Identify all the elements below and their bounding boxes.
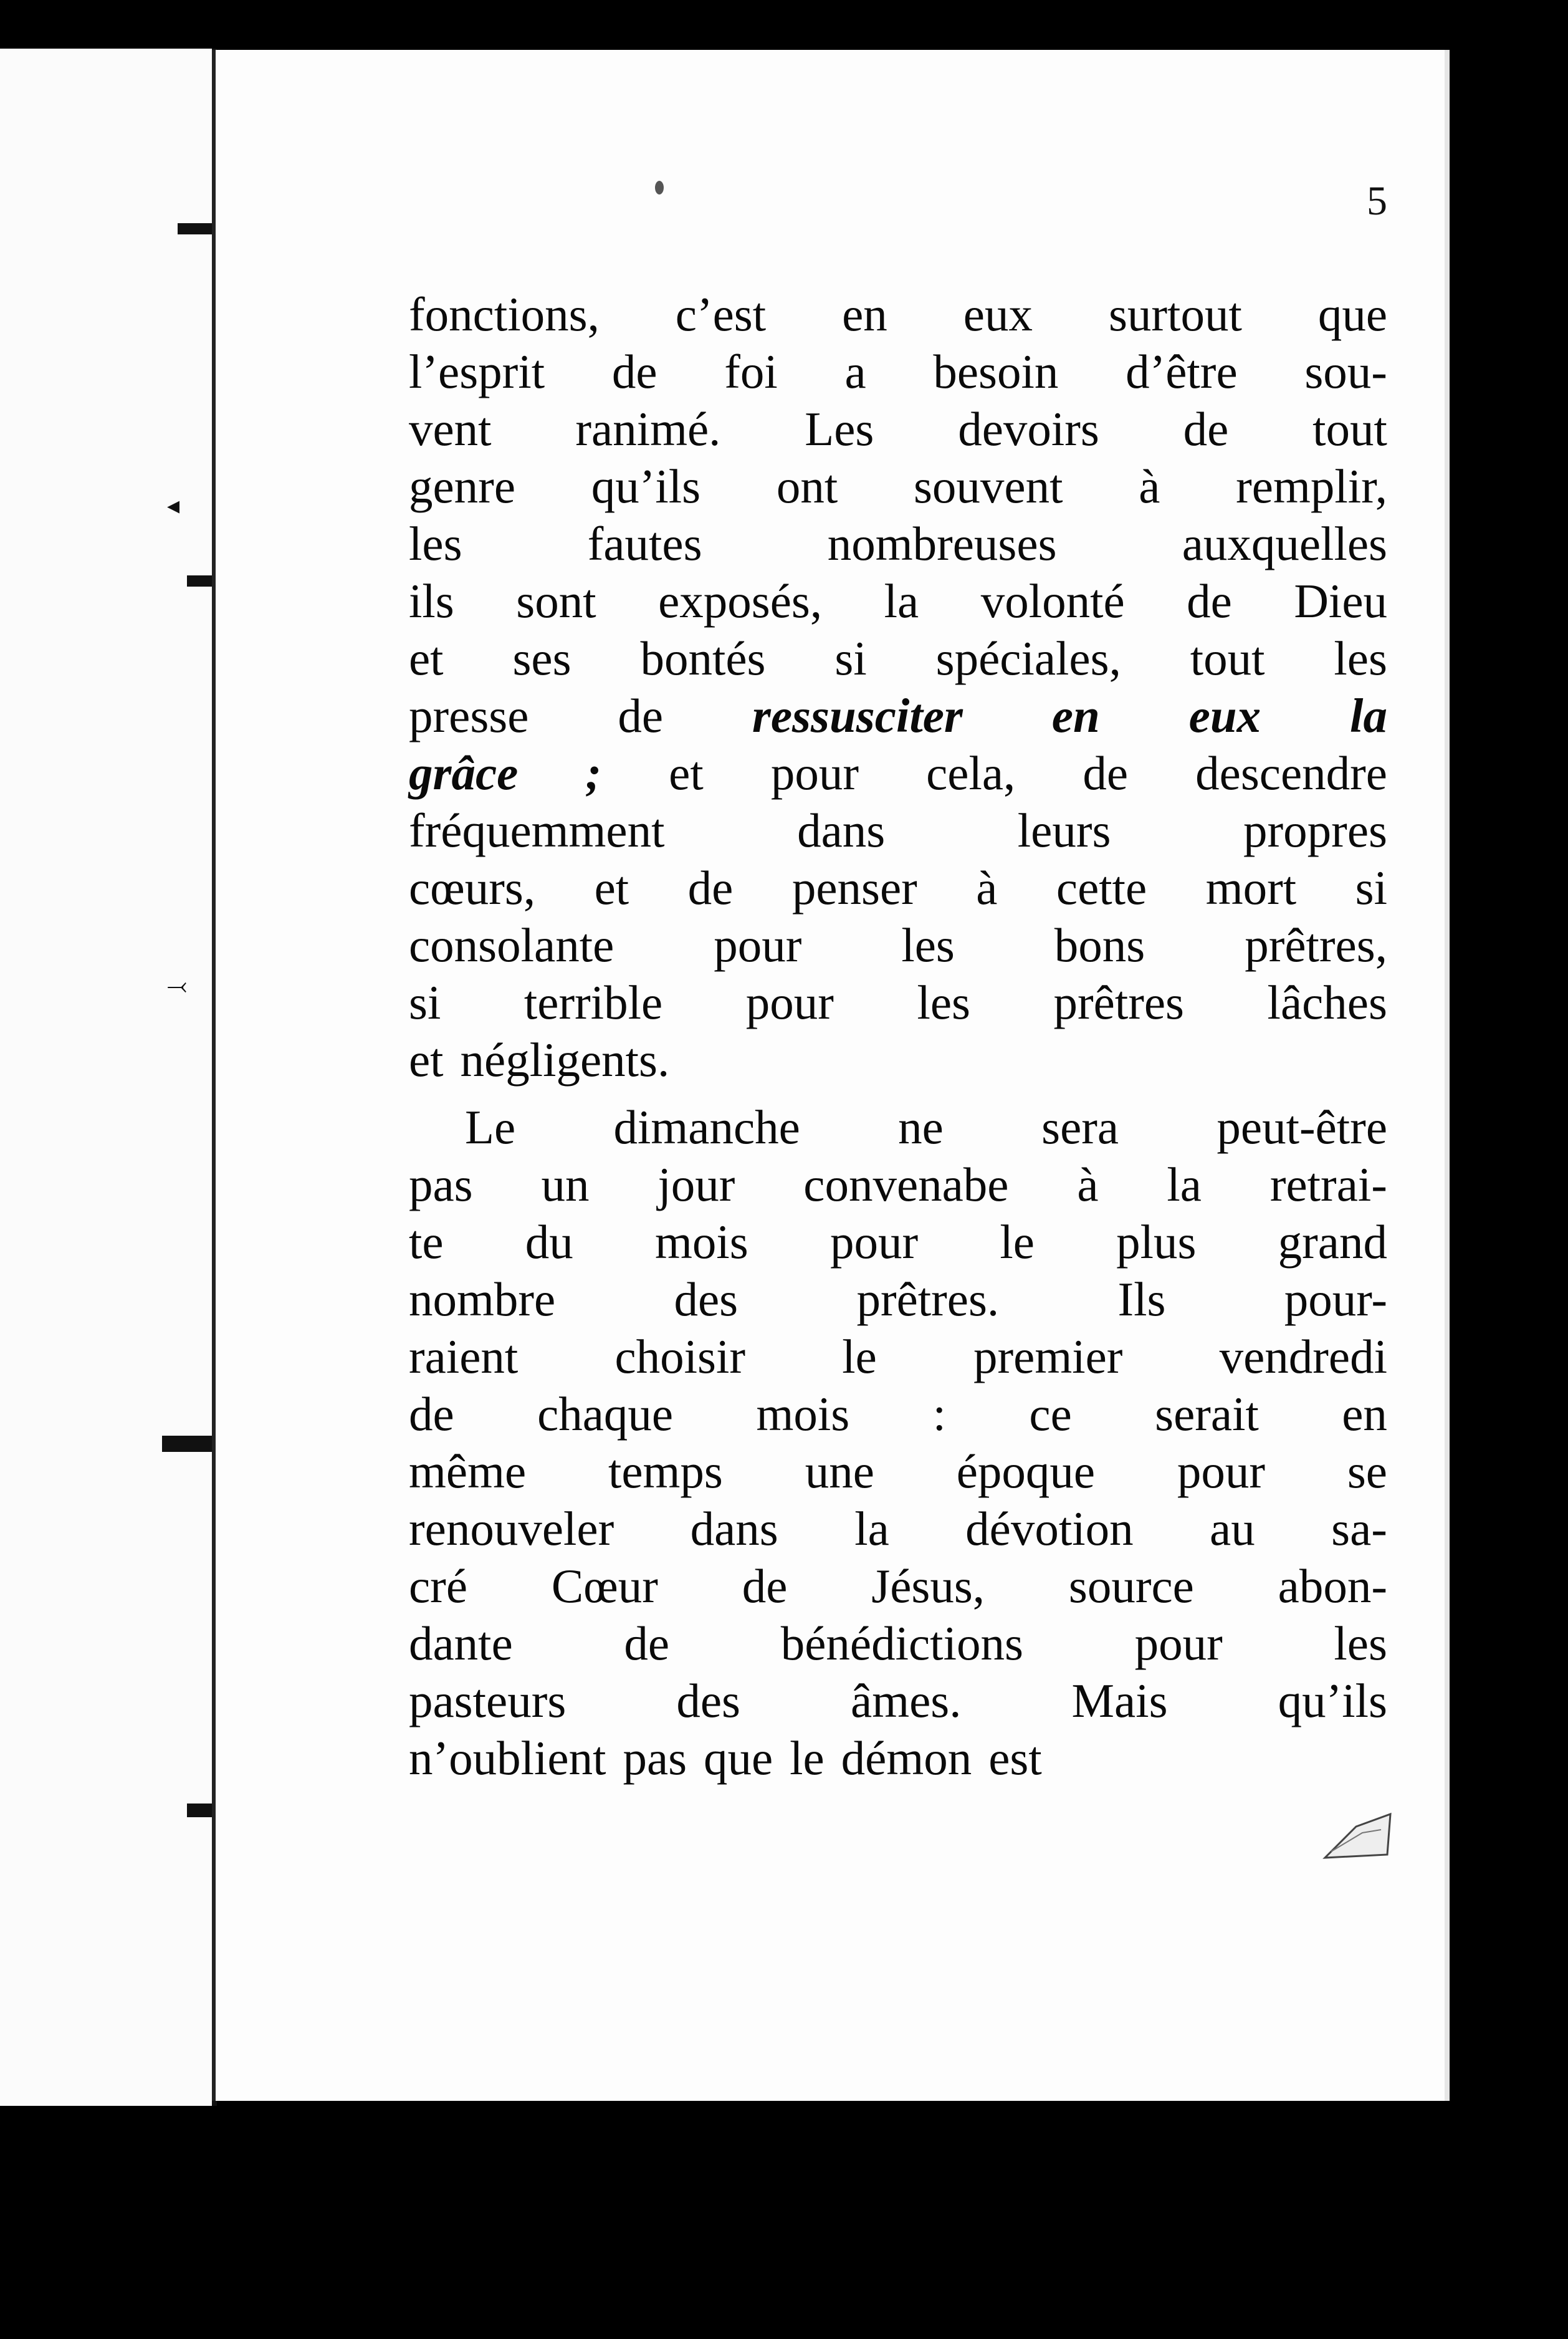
word: qu’ils (1278, 1674, 1387, 1727)
word: nombreuses (827, 517, 1057, 570)
word: premier (973, 1330, 1123, 1383)
word: pour (745, 976, 834, 1029)
word: exposés, (658, 574, 823, 628)
word: l’esprit (409, 345, 545, 398)
word: en (1342, 1387, 1387, 1441)
word: raient (409, 1330, 519, 1383)
word: eux (1188, 689, 1261, 742)
word: genre (409, 459, 515, 513)
text-line (409, 1031, 1387, 1088)
word: au (1210, 1502, 1255, 1555)
text-line (409, 1328, 1387, 1385)
word: sa- (1331, 1502, 1387, 1555)
word: c’est (675, 287, 767, 341)
word: Ils (1117, 1272, 1166, 1326)
word: descendre (1195, 746, 1387, 800)
text-line (409, 1615, 1387, 1672)
text-line (409, 1270, 1387, 1328)
word: des (674, 1272, 739, 1326)
tick-mark: ⤙ (167, 971, 187, 1000)
word: cœurs, (409, 861, 536, 915)
word: ranimé. (575, 402, 721, 456)
word: renouveler (409, 1502, 614, 1555)
torn-corner (1319, 1802, 1394, 1864)
word: penser (791, 861, 917, 915)
word: prêtres (1053, 976, 1185, 1029)
word: pas (623, 1731, 687, 1785)
word: des (676, 1674, 741, 1727)
word: pasteurs (409, 1674, 566, 1727)
word: : (932, 1387, 947, 1441)
word: la (1167, 1158, 1202, 1211)
word: les (1334, 632, 1387, 685)
word: source (1068, 1559, 1194, 1613)
tick-mark: ◂ (167, 491, 180, 520)
word: tout (1312, 402, 1387, 456)
word: pour (770, 746, 859, 800)
word: Jésus, (871, 1559, 985, 1613)
word: grand (1278, 1215, 1387, 1269)
word: surtout (1108, 287, 1242, 341)
word: pour (1177, 1444, 1266, 1498)
word: la (854, 1502, 889, 1555)
word: et (409, 1033, 444, 1087)
word: que (704, 1731, 773, 1785)
word: en (1051, 689, 1100, 742)
word: spéciales, (935, 632, 1121, 685)
word: remplir, (1236, 459, 1387, 513)
word: en (842, 287, 887, 341)
word: le (790, 1731, 825, 1785)
page-number: 5 (1367, 178, 1387, 224)
word: dans (797, 804, 886, 857)
word: chaque (537, 1387, 674, 1441)
word: vendredi (1219, 1330, 1387, 1383)
word: les (1334, 1616, 1387, 1670)
word: et (669, 746, 704, 800)
word: ce (1029, 1387, 1072, 1441)
word: foi (724, 345, 778, 398)
word: cette (1056, 861, 1147, 915)
word: pour- (1284, 1272, 1387, 1326)
word: si (409, 976, 441, 1029)
word: besoin (933, 345, 1059, 398)
word: prêtres, (1245, 918, 1387, 972)
word: Mais (1071, 1674, 1168, 1727)
word: tout (1190, 632, 1265, 685)
word: retrai- (1269, 1158, 1387, 1211)
word: ne (898, 1100, 944, 1154)
text-line (409, 1557, 1387, 1615)
word: choisir (614, 1330, 746, 1383)
word: pour (829, 1215, 919, 1269)
word: ressusciter (752, 689, 963, 742)
word: eux (963, 287, 1033, 341)
text-line (409, 343, 1387, 400)
word: les (409, 517, 462, 570)
word: vent (409, 402, 492, 456)
word: pour (1134, 1616, 1223, 1670)
word: volonté (980, 574, 1125, 628)
word: de (1183, 402, 1229, 456)
word: prêtres. (856, 1272, 1000, 1326)
word: mois (654, 1215, 748, 1269)
word: convenabe (803, 1158, 1009, 1211)
word: de (611, 345, 657, 398)
word: abon- (1278, 1559, 1387, 1613)
word: de (742, 1559, 788, 1613)
word: du (525, 1215, 573, 1269)
word: la (1350, 689, 1387, 742)
word: bontés (640, 632, 766, 685)
text-line (409, 1500, 1387, 1557)
word: de (618, 689, 664, 742)
text-line (409, 1443, 1387, 1500)
previous-page-edge (0, 49, 217, 2106)
word: le (842, 1330, 877, 1383)
word: consolante (409, 918, 614, 972)
text-line (409, 859, 1387, 916)
word: te (409, 1215, 444, 1269)
text-line (409, 400, 1387, 458)
text-line (409, 1156, 1387, 1213)
word: fautes (587, 517, 702, 570)
text-line (409, 1672, 1387, 1729)
word: à (976, 861, 998, 915)
word: à (1077, 1158, 1099, 1211)
text-line (409, 744, 1387, 802)
word: grâce (409, 746, 519, 800)
text-line (409, 1098, 1387, 1156)
word: lâches (1267, 976, 1387, 1029)
text-line (409, 1729, 1387, 1787)
word: pas (409, 1158, 473, 1211)
word: et (594, 861, 629, 915)
word: qu’ils (591, 459, 701, 513)
word: ses (512, 632, 571, 685)
text-line (409, 1213, 1387, 1270)
text-line (409, 974, 1387, 1031)
text-line (409, 515, 1387, 572)
word: plus (1116, 1215, 1197, 1269)
body-text (409, 286, 1387, 1787)
word: dans (690, 1502, 778, 1555)
text-line (409, 1385, 1387, 1443)
word: époque (956, 1444, 1096, 1498)
word: propres (1243, 804, 1387, 857)
word: sont (516, 574, 596, 628)
word: Dieu (1294, 574, 1387, 628)
word: Le (465, 1100, 516, 1154)
word: âmes. (851, 1674, 962, 1727)
word: ; (585, 746, 602, 800)
word: bons (1054, 918, 1145, 972)
word: et (409, 632, 444, 685)
text-line (409, 916, 1387, 974)
word: dimanche (613, 1100, 800, 1154)
word: le (1000, 1215, 1035, 1269)
word: ont (776, 459, 838, 513)
word: la (884, 574, 919, 628)
printer-mark (655, 181, 664, 195)
word: mort (1205, 861, 1297, 915)
word: pour (714, 918, 802, 972)
word: si (834, 632, 867, 685)
word: ils (409, 574, 454, 628)
word: est (988, 1731, 1042, 1785)
word: dante (409, 1616, 513, 1670)
word: fréquemment (409, 804, 665, 857)
word: nombre (409, 1272, 556, 1326)
word: si (1355, 861, 1387, 915)
word: se (1347, 1444, 1387, 1498)
word: négligents. (460, 1033, 670, 1087)
word: démon (841, 1731, 972, 1785)
word: les (917, 976, 970, 1029)
word: presse (409, 689, 529, 742)
word: à (1139, 459, 1160, 513)
text-line (409, 286, 1387, 343)
word: une (805, 1444, 874, 1498)
word: temps (608, 1444, 723, 1498)
word: terrible (523, 976, 663, 1029)
word: jour (657, 1158, 735, 1211)
word: de (1187, 574, 1232, 628)
word: a (844, 345, 866, 398)
word: même (409, 1444, 527, 1498)
word: leurs (1017, 804, 1111, 857)
word: cré (409, 1559, 467, 1613)
word: serait (1155, 1387, 1259, 1441)
book-page (212, 50, 1450, 2101)
word: Cœur (551, 1559, 658, 1613)
word: de (687, 861, 734, 915)
word: les (901, 918, 955, 972)
word: un (541, 1158, 590, 1211)
word: bénédictions (780, 1616, 1023, 1670)
text-line (409, 802, 1387, 859)
word: sera (1041, 1100, 1119, 1154)
word: cela, (926, 746, 1016, 800)
word: d’être (1126, 345, 1238, 398)
word: Les (805, 402, 874, 456)
text-line (409, 687, 1387, 744)
word: souvent (913, 459, 1063, 513)
word: sou- (1304, 345, 1387, 398)
word: auxquelles (1182, 517, 1387, 570)
word: mois (756, 1387, 850, 1441)
word: peut-être (1217, 1100, 1387, 1154)
word: de (624, 1616, 670, 1670)
word: dévotion (965, 1502, 1134, 1555)
text-line (409, 572, 1387, 630)
word: que (1317, 287, 1387, 341)
word: devoirs (958, 402, 1099, 456)
word: fonctions, (409, 287, 600, 341)
word: de (1083, 746, 1129, 800)
text-line (409, 630, 1387, 687)
text-line (409, 458, 1387, 515)
word: n’oublient (409, 1731, 606, 1785)
word: de (409, 1387, 454, 1441)
